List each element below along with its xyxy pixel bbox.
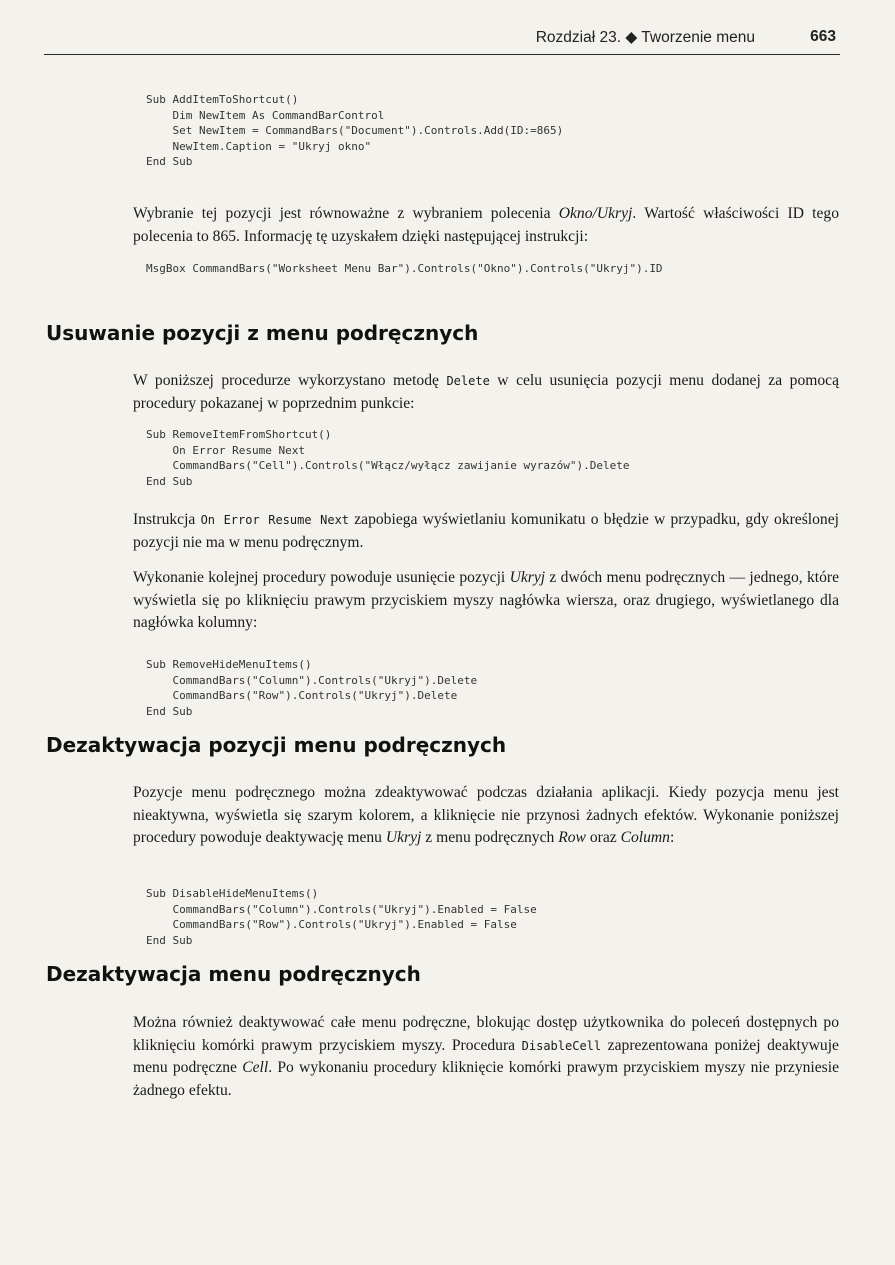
running-header xyxy=(44,24,840,55)
chapter-title: Rozdział 23. ◆ Tworzenie menu xyxy=(535,29,755,46)
code-line: Sub AddItemToShortcut() xyxy=(146,93,299,106)
section-heading-disable-menus: Dezaktywacja menu podręcznych xyxy=(46,962,421,986)
code-line: End Sub xyxy=(146,933,193,947)
paragraph-delete-method xyxy=(133,370,839,415)
menu-name-italic: Ukryj xyxy=(385,829,422,846)
code-line: Sub RemoveHideMenuItems() xyxy=(146,658,312,671)
code-line: End Sub xyxy=(146,704,193,718)
section-heading-disable-items: Dezaktywacja pozycji menu podręcznych xyxy=(46,733,507,757)
code-line: Sub RemoveItemFromShortcut() xyxy=(146,428,332,441)
code-block-add-item xyxy=(146,92,563,170)
text-run: W poniższej procedurze wykorzystano metodę xyxy=(133,372,447,389)
code-line: Set NewItem = CommandBars("Document").Controls.Add(ID:=865) xyxy=(146,124,564,137)
section-heading-remove: Usuwanie pozycji z menu podręcznych xyxy=(46,321,479,345)
paragraph-hide-window xyxy=(133,203,839,248)
code-line: CommandBars("Column").Controls("Ukryj").Enabled = False xyxy=(146,902,537,916)
menu-name-italic: Cell xyxy=(242,1059,269,1076)
code-line: CommandBars("Column").Controls("Ukryj").Delete xyxy=(146,673,478,687)
code-line: CommandBars("Row").Controls("Ukryj").Enabled = False xyxy=(146,918,517,931)
code-line: CommandBars("Cell").Controls("Włącz/wyłącz zawijanie wyrazów").Delete xyxy=(146,459,630,472)
code-line: End Sub xyxy=(146,474,193,488)
text-run: Pozycje menu podręcznego można zdeaktywować podczas działania aplikacji. Kiedy pozycja menu jest nieaktywna, wyświetla się szarym kolorem, a kliknięcie nie przynosi żadnych efektów. Wykonanie poniższej procedury powoduje deaktywację menu xyxy=(133,784,839,846)
text-run: w celu usunięcia pozycji menu dodanej za pomocą procedury pokazanej w poprzednim punkcie: xyxy=(133,372,840,412)
text-run: Wykonanie kolejnej procedury powoduje usunięcie pozycji xyxy=(133,569,510,586)
inline-code: On Error Resume Next xyxy=(200,513,350,527)
code-line: Sub DisableHideMenuItems() xyxy=(146,887,319,900)
menu-name-italic: Ukryj xyxy=(509,569,546,586)
text-run: Wybranie tej pozycji jest równoważne z wybraniem polecenia xyxy=(133,205,559,222)
menu-path-italic: Okno/Ukryj xyxy=(558,205,633,222)
paragraph-remove-hide xyxy=(133,567,839,635)
page-number: 663 xyxy=(810,28,836,45)
menu-name-italic: Row xyxy=(558,829,586,846)
text-run: Można również deaktywować całe menu podręczne, blokując dostęp użytkownika do poleceń dostępnych po kliknięciu komórki prawym przyciskiem myszy. Procedura xyxy=(133,1014,839,1054)
code-line: End Sub xyxy=(146,155,193,168)
text-run: z dwóch menu podręcznych — jednego, które wyświetla się po kliknięciu prawym przyciskiem myszy nagłówka wiersza, oraz drugiego, wyświetlanego dla nagłówka kolumny: xyxy=(133,569,840,631)
text-run: Instrukcja xyxy=(133,511,201,528)
menu-name-italic: Column xyxy=(620,829,670,846)
text-run: . Po wykonaniu procedury kliknięcie komórki prawym przyciskiem myszy nie przyniesie żadnego efektu. xyxy=(133,1059,839,1099)
text-run: zaprezentowana poniżej deaktywuje menu podręczne xyxy=(133,1036,839,1076)
paragraph-on-error xyxy=(133,509,839,554)
inline-code: DisableCell xyxy=(521,1038,602,1053)
text-run: . Wartość właściwości ID tego polecenia to 865. Informację tę uzyskałem dzięki następującej instrukcji: xyxy=(133,205,840,245)
text-run: : xyxy=(669,829,675,846)
paragraph-disable-cell xyxy=(133,1012,839,1102)
text-run: oraz xyxy=(585,829,621,846)
code-line: MsgBox CommandBars("Worksheet Menu Bar").Controls("Okno").Controls("Ukryj").ID xyxy=(146,262,663,275)
code-block-remove-hide xyxy=(146,657,477,719)
text-run: z menu podręcznych xyxy=(421,829,559,846)
code-line: On Error Resume Next xyxy=(146,443,305,457)
code-block-remove-item xyxy=(146,427,629,489)
code-block-msgbox xyxy=(146,261,663,277)
code-line: CommandBars("Row").Controls("Ukryj").Delete xyxy=(146,689,458,702)
text-run: zapobiega wyświetlaniu komunikatu o błędzie w przypadku, gdy określonej pozycji nie ma w menu podręcznym. xyxy=(133,511,839,551)
paragraph-disable-items xyxy=(133,782,839,850)
code-line: Dim NewItem As CommandBarControl xyxy=(146,108,385,122)
inline-code: Delete xyxy=(446,374,490,388)
code-line: NewItem.Caption = "Ukryj okno" xyxy=(146,139,372,153)
code-block-disable-items xyxy=(146,886,537,948)
